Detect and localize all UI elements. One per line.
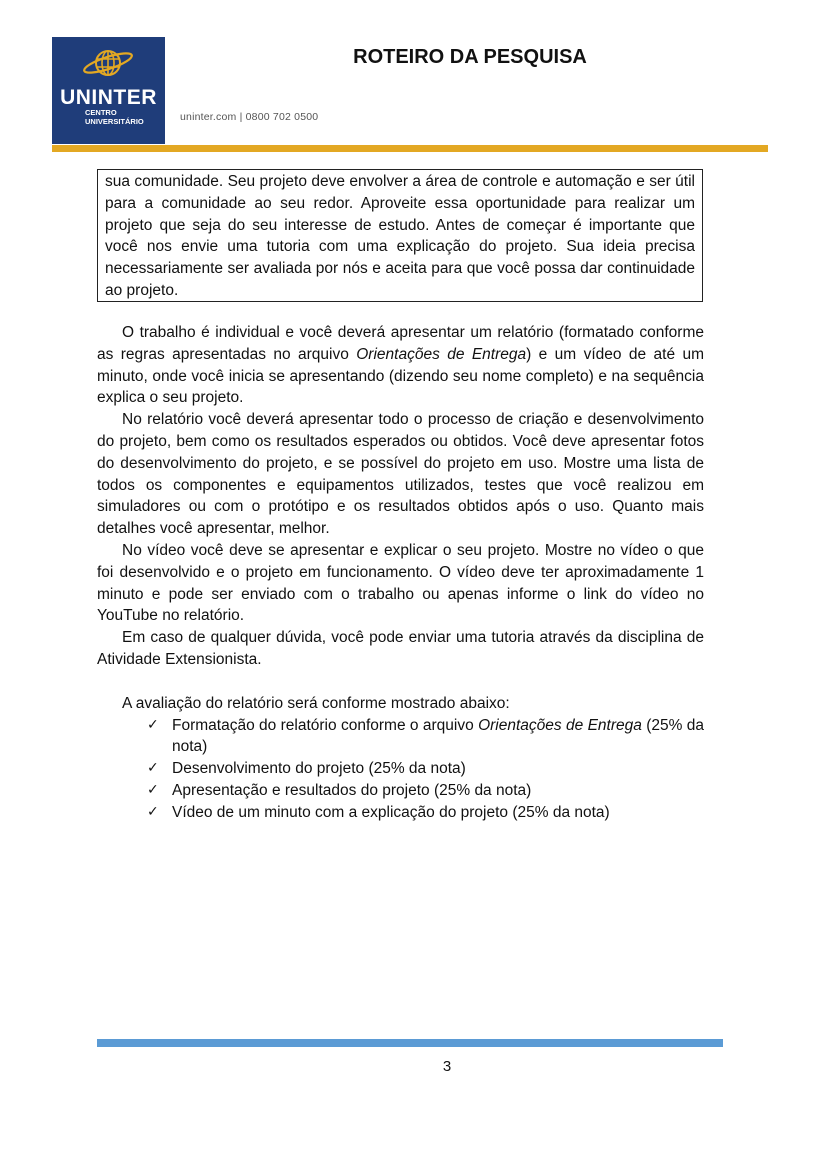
list-item-text: Desenvolvimento do projeto (25% da nota) bbox=[172, 760, 466, 778]
document-body bbox=[97, 322, 704, 824]
list-item bbox=[147, 802, 704, 824]
list-item-text: Formatação do relatório conforme o arquivo bbox=[172, 716, 479, 734]
logo-subtitle bbox=[85, 108, 144, 126]
italic-reference: Orientações de Entrega bbox=[478, 716, 642, 734]
list-item bbox=[147, 715, 704, 759]
list-item bbox=[147, 758, 704, 780]
list-item-text: (25% da nota) bbox=[172, 716, 704, 756]
bordered-text-box: sua comunidade. Seu projeto deve envolver a área de controle e automação e ser útil para a comunidade ao seu redor. Aproveite essa oportunidade para realizar um projeto que seja do seu interesse de estudo. Antes de começar é importante que você nos envie uma tutoria com uma explicação do projeto. Sua ideia precisa necessariamente ser avaliada por nós e aceita para que você possa dar continuidade ao projeto. bbox=[97, 169, 703, 302]
paragraph: No relatório você deverá apresentar todo o processo de criação e desenvolvimento do projeto, bem como os resultados esperados ou obtidos. Você deve apresentar fotos do desenvolvimento do projeto, e se possível do projeto em uso. Mostre uma lista de todos os componentes e equipamentos utilizados, testes que você realizou em simuladores ou com o protótipo e os resultados obtidos após o uso. Quanto mais detalhes você apresentar, melhor. bbox=[97, 411, 704, 538]
checkmark-icon: ✓ bbox=[147, 760, 159, 777]
checkmark-icon: ✓ bbox=[147, 781, 159, 798]
header-divider bbox=[52, 145, 768, 152]
list-item-text: Vídeo de um minuto com a explicação do projeto (25% da nota) bbox=[172, 803, 610, 821]
logo-subtitle-line1: CENTRO bbox=[85, 108, 117, 117]
checkmark-icon: ✓ bbox=[147, 803, 159, 820]
italic-reference: Orientações de Entrega bbox=[356, 345, 527, 363]
evaluation-checklist bbox=[97, 715, 704, 824]
contact-info: uninter.com | 0800 702 0500 bbox=[180, 111, 319, 123]
logo-wordmark: UNINTER bbox=[60, 86, 157, 109]
paragraph: No vídeo você deve se apresentar e explicar o seu projeto. Mostre no vídeo o que foi desenvolvido e o projeto em funcionamento. O vídeo deve ter aproximadamente 1 minuto e pode ser enviado com o trabalho ou apenas informe o link do vídeo no YouTube no relatório. bbox=[97, 541, 704, 625]
footer-divider bbox=[97, 1039, 723, 1047]
page-title: ROTEIRO DA PESQUISA bbox=[353, 46, 587, 68]
list-item bbox=[147, 780, 704, 802]
globe-icon bbox=[80, 43, 136, 87]
logo-subtitle-line2: UNIVERSITÁRIO bbox=[85, 117, 144, 126]
paragraph-text: O trabalho é individual e você deverá apresentar um relatório (formatado conforme as regras apresentadas no arquivo bbox=[97, 324, 704, 363]
checkmark-icon: ✓ bbox=[147, 716, 159, 733]
page-number: 3 bbox=[442, 1058, 452, 1075]
uninter-logo bbox=[52, 37, 165, 144]
list-item-text: Apresentação e resultados do projeto (25% da nota) bbox=[172, 781, 532, 799]
paragraph: Em caso de qualquer dúvida, você pode enviar uma tutoria através da disciplina de Atividade Extensionista. bbox=[97, 629, 704, 668]
paragraph-text: ) e um vídeo de até um minuto, onde você inicia se apresentando (dizendo seu nome completo) e na sequência explica o seu projeto. bbox=[97, 345, 704, 407]
evaluation-intro: A avaliação do relatório será conforme mostrado abaixo: bbox=[122, 694, 510, 712]
paragraph bbox=[97, 322, 704, 409]
